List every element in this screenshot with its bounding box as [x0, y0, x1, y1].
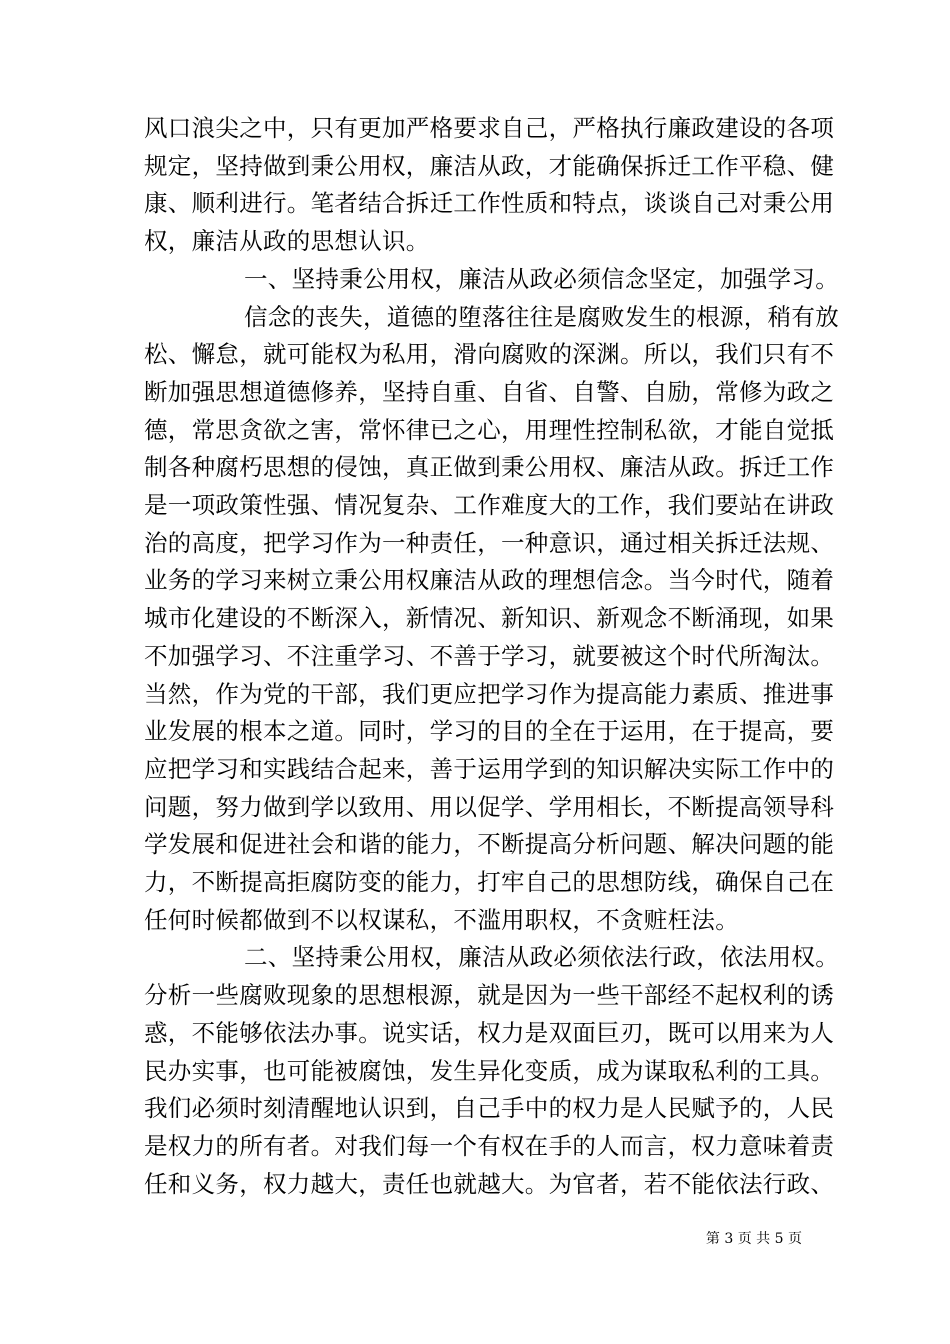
body-text-line: 治的高度，把学习作为一种责任，一种意识，通过相关拆迁法规、: [144, 529, 835, 557]
body-text-line: 我们必须时刻清醒地认识到，自己手中的权力是人民赋予的，人民: [144, 1094, 835, 1122]
body-text-line: 康、顺利进行。笔者结合拆迁工作性质和特点，谈谈自己对秉公用: [144, 189, 835, 217]
body-text-line: 断加强思想道德修养，坚持自重、自省、自警、自励，常修为政之: [144, 378, 835, 406]
body-text-line: 是一项政策性强、情况复杂、工作难度大的工作，我们要站在讲政: [144, 491, 835, 519]
body-text-line: 民办实事，也可能被腐蚀，发生异化变质，成为谋取私利的工具。: [144, 1057, 835, 1085]
body-text-line: 不加强学习、不注重学习、不善于学习，就要被这个时代所淘汰。: [144, 642, 835, 670]
body-text-line: 规定，坚持做到秉公用权，廉洁从政，才能确保拆迁工作平稳、健: [144, 152, 835, 180]
body-text-line: 松、懈怠，就可能权为私用，滑向腐败的深渊。所以，我们只有不: [144, 340, 835, 368]
body-text-line: 风口浪尖之中，只有更加严格要求自己，严格执行廉政建设的各项: [144, 114, 835, 142]
section-heading: 二、坚持秉公用权，廉洁从政必须依法行政，依法用权。: [244, 943, 839, 971]
body-text-line: 任何时候都做到不以权谋私，不滥用职权，不贪赃枉法。: [144, 906, 739, 934]
body-text-line: 学发展和促进社会和谐的能力，不断提高分析问题、解决问题的能: [144, 830, 835, 858]
body-text-line: 分析一些腐败现象的思想根源，就是因为一些干部经不起权利的诱: [144, 981, 835, 1009]
body-text-line: 权，廉洁从政的思想认识。: [144, 227, 430, 255]
section-heading: 一、坚持秉公用权，廉洁从政必须信念坚定，加强学习。: [244, 265, 839, 293]
body-text-line: 制各种腐朽思想的侵蚀，真正做到秉公用权、廉洁从政。拆迁工作: [144, 453, 835, 481]
body-text-line: 任和义务，权力越大，责任也就越大。为官者，若不能依法行政、: [144, 1170, 835, 1198]
body-text-line: 是权力的所有者。对我们每一个有权在手的人而言，权力意味着责: [144, 1132, 835, 1160]
body-text-line: 德，常思贪欲之害，常怀律已之心，用理性控制私欲，才能自觉抵: [144, 416, 835, 444]
body-text-line: 信念的丧失，道德的堕落往往是腐败发生的根源，稍有放: [244, 303, 839, 331]
body-text-line: 业务的学习来树立秉公用权廉洁从政的理想信念。当今时代，随着: [144, 566, 835, 594]
body-text-line: 惑，不能够依法办事。说实话，权力是双面巨刃，既可以用来为人: [144, 1019, 835, 1047]
body-text-line: 问题，努力做到学以致用、用以促学、学用相长，不断提高领导科: [144, 793, 835, 821]
page-footer: 第 3 页 共 5 页: [705, 1231, 802, 1247]
body-text-line: 业发展的根本之道。同时，学习的目的全在于运用，在于提高，要: [144, 717, 835, 745]
body-text-line: 当然，作为党的干部，我们更应把学习作为提高能力素质、推进事: [144, 680, 835, 708]
body-text-line: 城市化建设的不断深入，新情况、新知识、新观念不断涌现，如果: [144, 604, 835, 632]
body-text-line: 应把学习和实践结合起来，善于运用学到的知识解决实际工作中的: [144, 755, 835, 783]
body-text-line: 力，不断提高拒腐防变的能力，打牢自己的思想防线，确保自己在: [144, 868, 835, 896]
